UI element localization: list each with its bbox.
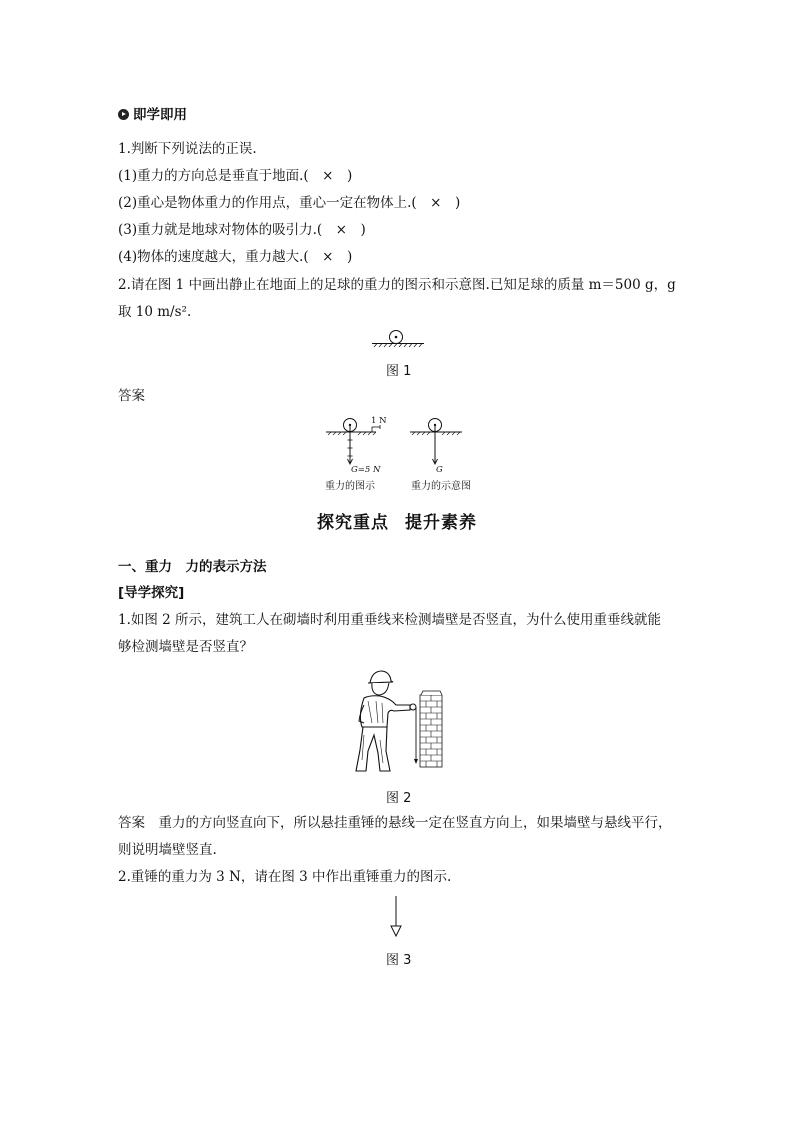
figure-2-worker-plumb-line bbox=[350, 665, 450, 777]
question-2-line-1: 2.请在图 1 中画出静止在地面上的足球的重力的图示和示意图.已知足球的质量 m＝500 g，g bbox=[118, 277, 676, 293]
section-heading-text: 即学即用 bbox=[133, 107, 187, 123]
force-schematic-diagram bbox=[410, 419, 462, 476]
section-banner bbox=[0, 508, 794, 533]
banner-right: 提升素养 bbox=[405, 513, 477, 533]
answer-figure-force-diagrams bbox=[320, 410, 490, 476]
inquiry-question-2: 2.重锤的重力为 3 N，请在图 3 中作出重锤重力的图示. bbox=[118, 869, 452, 885]
play-circle-icon bbox=[118, 109, 129, 120]
judge-item-3: (3)重力就是地球对物体的吸引力.( × ) bbox=[118, 222, 366, 238]
inquiry-answer-line-1: 答案 重力的方向竖直向下，所以悬挂重锤的悬线一定在竖直方向上，如果墙壁与悬线平行， bbox=[118, 815, 672, 831]
question-2-line-2: 取 10 m/s². bbox=[118, 304, 192, 320]
figure-3-plumb-bob bbox=[386, 896, 406, 940]
inquiry-question-1-line-2: 够检测墙壁是否竖直？ bbox=[118, 639, 253, 655]
answer-label: 答案 bbox=[118, 388, 145, 404]
section-2-title: 一、重力 力的表示方法 bbox=[118, 559, 267, 575]
figure-1-caption: 图 1 bbox=[386, 364, 412, 379]
caption-force-graphic: 重力的图示 bbox=[325, 481, 375, 492]
judge-item-1: (1)重力的方向总是垂直于地面.( × ) bbox=[118, 168, 353, 184]
scale-label: 1 N bbox=[371, 416, 387, 426]
figure-2-caption: 图 2 bbox=[386, 791, 412, 806]
inquiry-answer-line-2: 则说明墙壁竖直. bbox=[118, 842, 217, 858]
inquiry-question-1-line-1: 1.如图 2 所示，建筑工人在砌墙时利用重垂线来检测墙壁是否竖直，为什么使用重垂线就能 bbox=[118, 612, 662, 628]
force-label-right: G bbox=[436, 465, 443, 475]
judge-item-4: (4)物体的速度越大，重力越大.( × ) bbox=[118, 249, 353, 265]
force-label-left: G=5 N bbox=[351, 465, 381, 475]
force-graphic-diagram bbox=[326, 416, 387, 475]
question-1: 1.判断下列说法的正误. bbox=[118, 141, 257, 157]
section-heading bbox=[118, 106, 187, 124]
guided-inquiry-tag: [导学探究] bbox=[118, 585, 185, 601]
figure-1-ball-on-ground bbox=[370, 326, 426, 350]
caption-force-schematic: 重力的示意图 bbox=[411, 481, 471, 492]
judge-item-2: (2)重心是物体重力的作用点，重心一定在物体上.( × ) bbox=[118, 195, 461, 211]
banner-left: 探究重点 bbox=[317, 513, 389, 533]
figure-3-caption: 图 3 bbox=[386, 953, 412, 968]
